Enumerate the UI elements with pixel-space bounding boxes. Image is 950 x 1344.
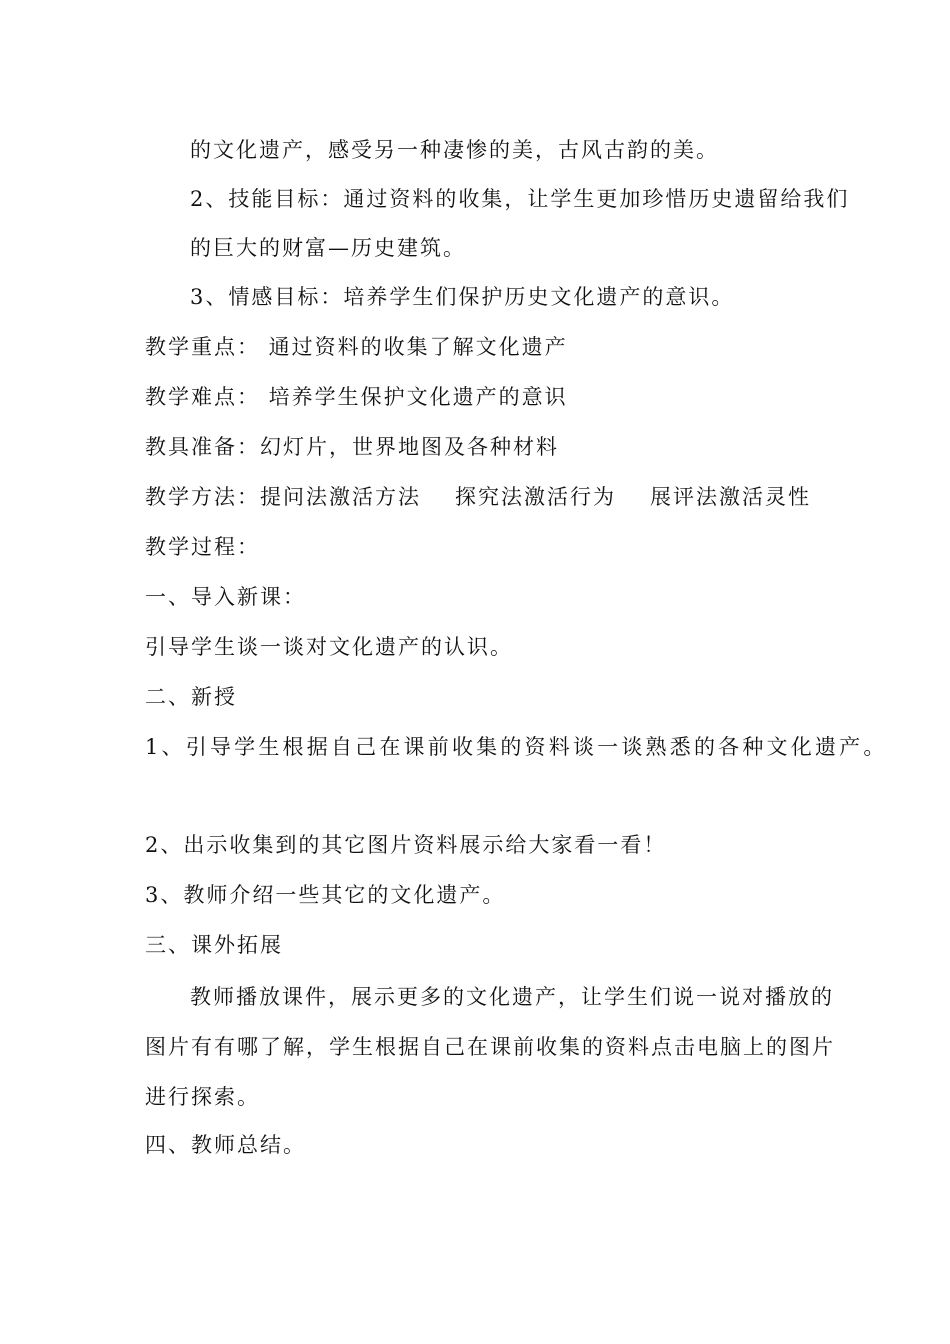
paragraph-line: 教师播放课件，展示更多的文化遗产，让学生们说一说对播放的	[190, 985, 834, 1009]
teaching-difficulty-line: 教学难点： 培养学生保护文化遗产的意识	[145, 385, 568, 409]
teaching-process-heading: 教学过程：	[145, 535, 260, 559]
teaching-tools-line: 教具准备：幻灯片，世界地图及各种材料	[145, 435, 559, 459]
paragraph-line: 图片有有哪了解，学生根据自己在课前收集的资料点击电脑上的图片	[145, 1035, 835, 1059]
section-heading-two: 二、新授	[145, 685, 237, 709]
emotion-goal-line: 3、情感目标：培养学生们保护历史文化遗产的意识。	[190, 285, 735, 309]
numbered-item-2: 2、出示收集到的其它图片资料展示给大家看一看！	[145, 833, 667, 857]
teaching-focus-line: 教学重点： 通过资料的收集了解文化遗产	[145, 335, 568, 359]
paragraph-line: 引导学生谈一谈对文化遗产的认识。	[145, 635, 513, 659]
numbered-item-1: 1、引导学生根据自己在课前收集的资料谈一谈熟悉的各种文化遗产。	[145, 735, 888, 759]
section-heading-one: 一、导入新课：	[145, 585, 306, 609]
section-heading-four: 四、教师总结。	[145, 1133, 306, 1157]
teaching-method-part-2: 探究法激活行为	[455, 485, 616, 509]
numbered-item-3: 3、教师介绍一些其它的文化遗产。	[145, 883, 506, 907]
skill-goal-line: 2、技能目标：通过资料的收集，让学生更加珍惜历史遗留给我们	[190, 187, 850, 211]
paragraph-line: 进行探索。	[145, 1085, 260, 1109]
teaching-method-part-1: 教学方法：提问法激活方法	[145, 485, 421, 509]
paragraph-line: 的巨大的财富—历史建筑。	[190, 236, 466, 260]
teaching-method-part-3: 展评法激活灵性	[650, 485, 811, 509]
teaching-method-line	[145, 482, 811, 512]
section-heading-three: 三、课外拓展	[145, 933, 283, 957]
paragraph-line: 的文化遗产，感受另一种凄惨的美，古风古韵的美。	[190, 138, 719, 162]
